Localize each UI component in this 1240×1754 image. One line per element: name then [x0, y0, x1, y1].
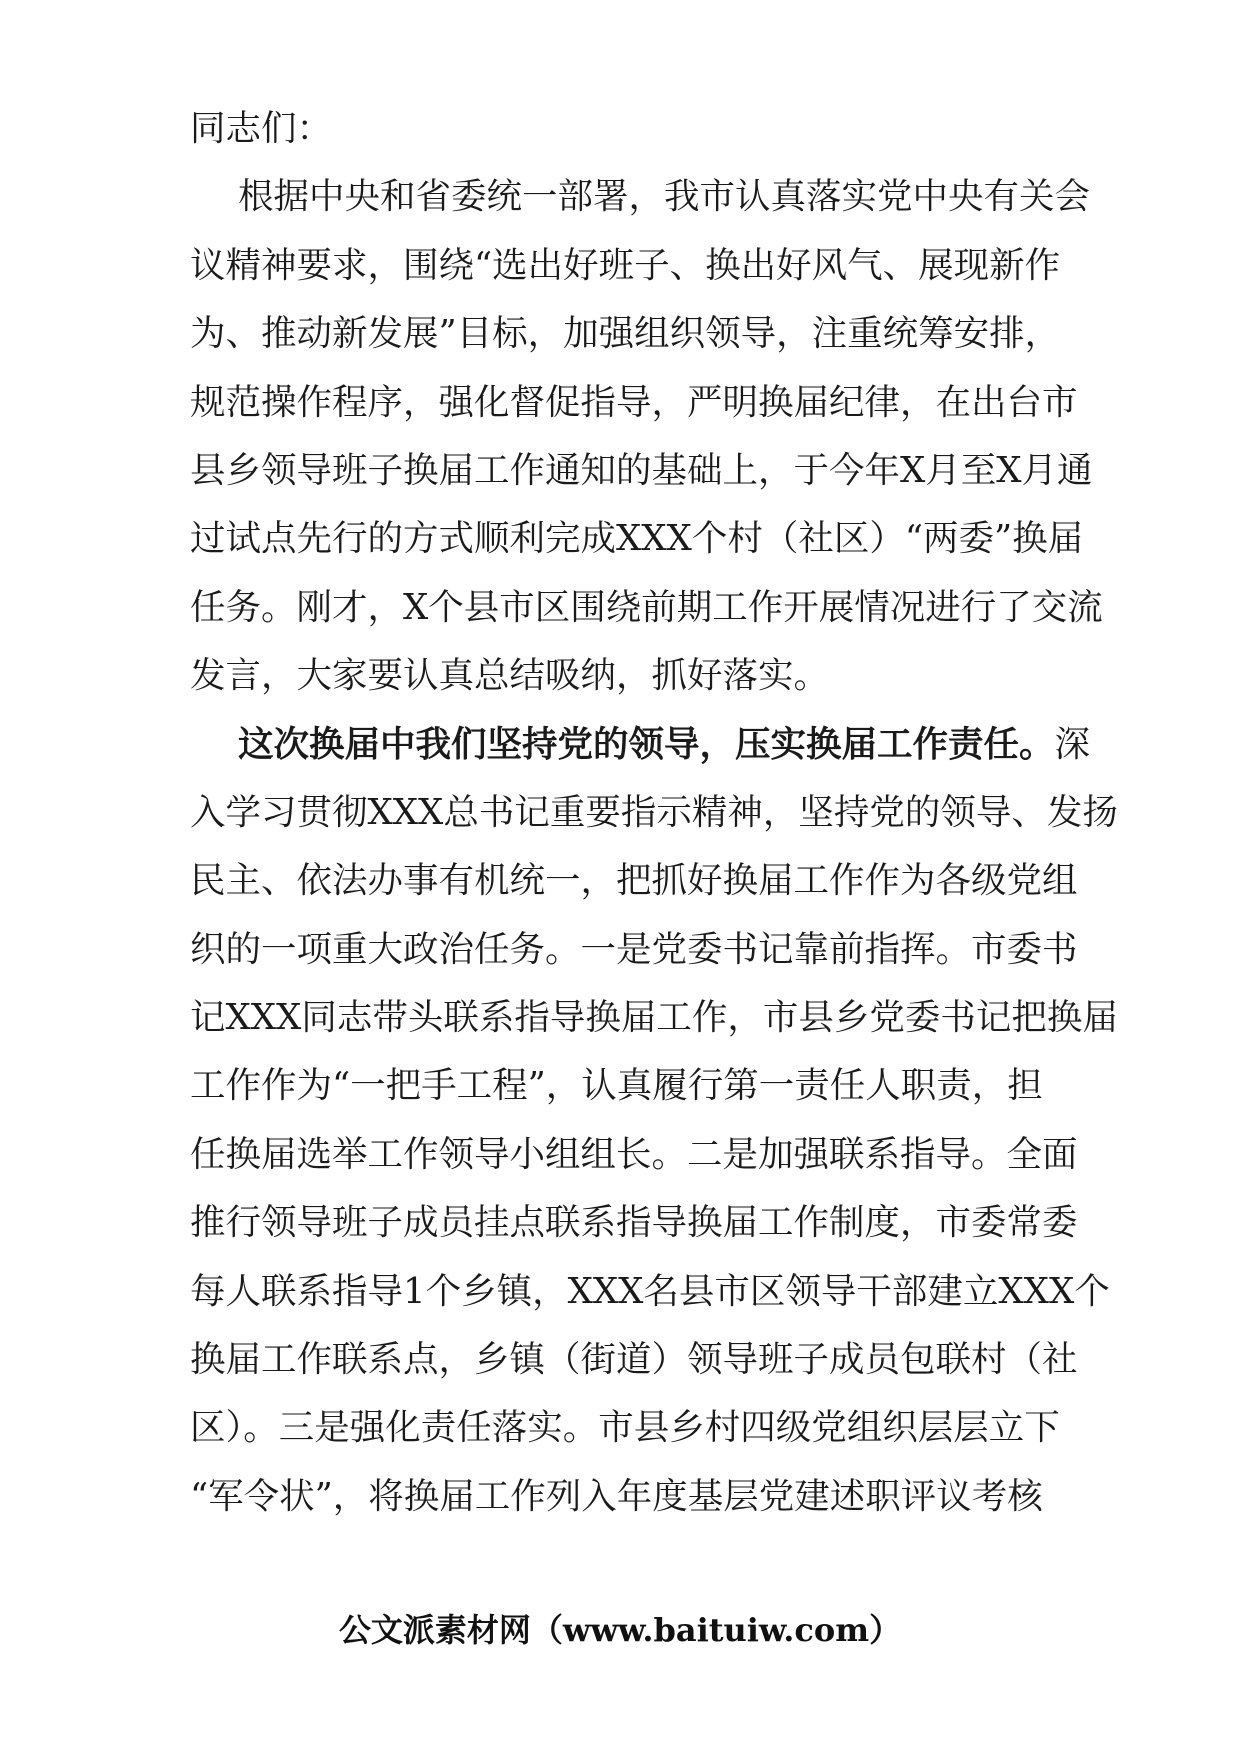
paragraph-line: 根据中央和省委统一部署，我市认真落实党中央有关会 [238, 176, 1091, 218]
paragraph-line: 民主、依法办事有机统一，把抓好换届工作作为各级党组 [190, 860, 1078, 902]
section-heading: 这次换届中我们坚持党的领导，压实换届工作责任。 [238, 723, 1055, 765]
paragraph-leadership [190, 711, 1118, 1532]
paragraph-line: 推行领导班子成员挂点联系指导换届工作制度，市委常委 [190, 1202, 1078, 1244]
paragraph-line: 规范操作程序，强化督促指导，严明换届纪律，在出台市 [190, 381, 1078, 423]
paragraph-line: 过试点先行的方式顺利完成XXX个村（社区）“两委”换届 [190, 518, 1084, 560]
paragraph-line: 每人联系指导1个乡镇，XXX名县市区领导干部建立XXX个 [190, 1270, 1110, 1312]
paragraph-line: 为、推动新发展”目标，加强组织领导，注重统筹安排， [190, 313, 1061, 355]
paragraph-line: 织的一项重大政治任务。一是党委书记靠前指挥。市委书 [190, 928, 1078, 970]
paragraph-line: 工作作为“一把手工程”，认真履行第一责任人职责，担 [190, 1065, 1043, 1107]
paragraph-line: “军令状”，将换届工作列入年度基层党建述职评议考核 [190, 1475, 1043, 1517]
paragraph-line-start: 深 [1054, 723, 1091, 765]
paragraph-line: 议精神要求，围绕“选出好班子、换出好风气、展现新作 [190, 244, 1061, 286]
paragraph-line: 县乡领导班子换届工作通知的基础上，于今年X月至X月通 [190, 449, 1093, 491]
paragraph-line: 任换届选举工作领导小组组长。二是加强联系指导。全面 [190, 1133, 1078, 1175]
paragraph-line: 换届工作联系点，乡镇（街道）领导班子成员包联村（社 [190, 1339, 1078, 1381]
paragraph-first-line [190, 711, 1091, 779]
document-body [190, 95, 1118, 1531]
footer-watermark: 公文派素材网（www.baituiw.com） [338, 1611, 902, 1649]
paragraph-line: 任务。刚才，X个县市区围绕前期工作开展情况进行了交流 [190, 586, 1103, 628]
paragraph-intro [190, 163, 1103, 710]
greeting: 同志们： [190, 108, 333, 149]
paragraph-line: 发言，大家要认真总结吸纳，抓好落实。 [190, 655, 830, 697]
paragraph-line: 区）。三是强化责任落实。市县乡村四级党组织层层立下 [190, 1407, 1060, 1449]
paragraph-line: 入学习贯彻XXX总书记重要指示精神，坚持党的领导、发扬 [190, 791, 1118, 833]
paragraph-line: 记XXX同志带头联系指导换届工作，市县乡党委书记把换届 [190, 997, 1118, 1039]
